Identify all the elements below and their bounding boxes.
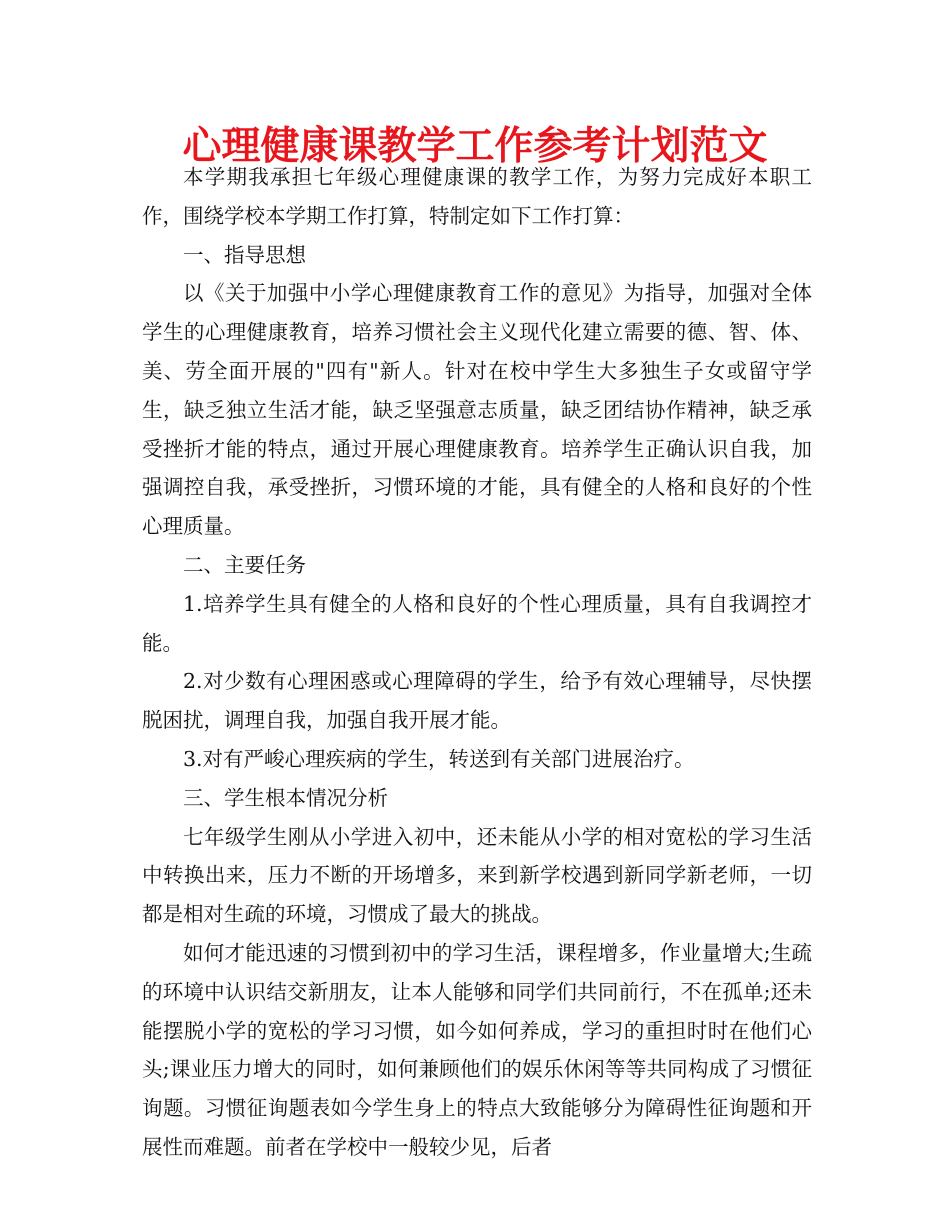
paragraph-task-2: 2.对少数有心理困惑或心理障碍的学生，给予有效心理辅导，尽快摆脱困扰，调理自我，加强自我开展才能。 xyxy=(142,669,812,733)
paragraph-student-analysis-1: 七年级学生刚从小学进入初中，还未能从小学的相对宽松的学习生活中转换出来，压力不断的开场增多，来到新学校遇到新同学新老师，一切都是相对生疏的环境，习惯成了最大的挑战。 xyxy=(142,824,812,927)
section-heading-main-tasks: 二、主要任务 xyxy=(183,552,306,577)
paragraph-guiding-ideology: 以《关于加强中小学心理健康教育工作的意见》为指导，加强对全体学生的心理健康教育，培养习惯社会主义现代化建立需要的德、智、体、美、劳全面开展的"四有"新人。针对在校中学生大多独生子女或留守学生，缺乏独立生活才能，缺乏坚强意志质量，缺乏团结协作精神，缺乏承受挫折才能的特点，通过开展心理健康教育。培养学生正确认识自我，加强调控自我，承受挫折，习惯环境的才能，具有健全的人格和良好的个性心理质量。 xyxy=(142,281,812,539)
section-heading-guiding-ideology: 一、指导思想 xyxy=(183,242,306,267)
paragraph-student-analysis-2: 如何才能迅速的习惯到初中的学习生活，课程增多，作业量增大;生疏的环境中认识结交新朋友，让本人能够和同学们共同前行，不在孤单;还未能摆脱小学的宽松的学习习惯，如今如何养成，学习的重担时时在他们心头;课业压力增大的同时，如何兼顾他们的娱乐休闲等等共同构成了习惯征询题。习惯征询题表如今学生身上的特点大致能够分为障碍性征询题和开展性而难题。前者在学校中一般较少见，后者 xyxy=(142,940,812,1159)
section-heading-student-analysis: 三、学生根本情况分析 xyxy=(183,785,388,810)
paragraph-task-1: 1.培养学生具有健全的人格和良好的个性心理质量，具有自我调控才能。 xyxy=(142,591,812,655)
document-title: 心理健康课教学工作参考计划范文 xyxy=(182,123,768,169)
document-body xyxy=(142,158,812,1167)
paragraph-intro: 本学期我承担七年级心理健康课的教学工作，为努力完成好本职工作，围绕学校本学期工作打算，特制定如下工作打算： xyxy=(142,165,812,228)
paragraph-task-3: 3.对有严峻心理疾病的学生，转送到有关部门进展治疗。 xyxy=(183,746,695,771)
